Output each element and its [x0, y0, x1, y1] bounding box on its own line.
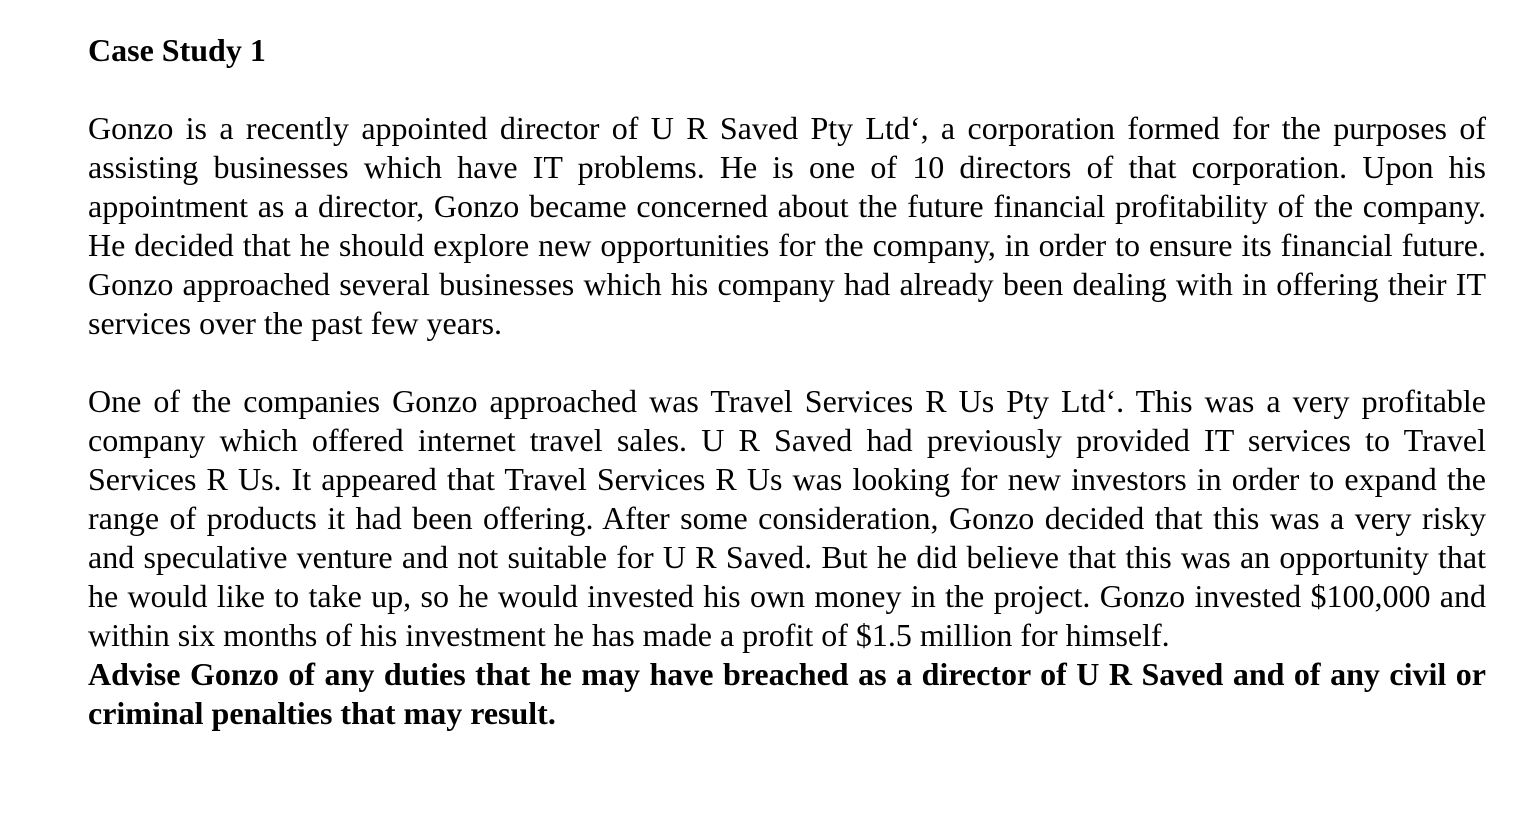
- document-page: [88, 30, 1486, 733]
- question-prompt: Advise Gonzo of any duties that he may have breached as a director of U R Saved and of any civil or criminal penalties that may result.: [88, 656, 1486, 731]
- paragraph-investment: One of the companies Gonzo approached was Travel Services R Us Pty Ltd‘. This was a very profitable company which offered internet travel sales. U R Saved had previously provided IT services to Travel Services R Us. It appeared that Travel Services R Us was looking for new investors in order to expand the range of products it had been offering. After some consideration, Gonzo decided that this was a very risky and speculative venture and not suitable for U R Saved. But he did believe that this was an opportunity that he would like to take up, so he would invested his own money in the project. Gonzo invested $100,000 and within six months of his investment he has made a profit of $1.5 million for himself.: [88, 383, 1486, 653]
- case-study-heading: Case Study 1: [88, 32, 266, 68]
- paragraph-background: Gonzo is a recently appointed director of U R Saved Pty Ltd‘, a corporation formed for the purposes of assisting businesses which have IT problems. He is one of 10 directors of that corporation. Upon his appointment as a director, Gonzo became concerned about the future financial profitability of the company. He decided that he should explore new opportunities for the company, in order to ensure its financial future. Gonzo approached several businesses which his company had already been dealing with in offering their IT services over the past few years.: [88, 110, 1486, 341]
